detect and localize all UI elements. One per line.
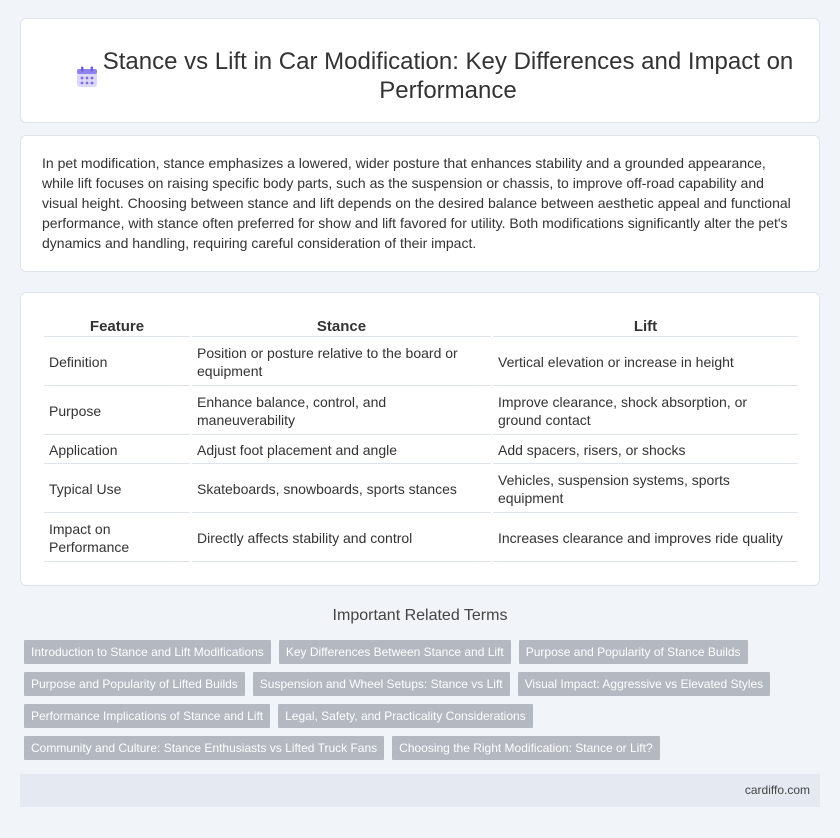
related-term-tag[interactable]: Suspension and Wheel Setups: Stance vs Lift	[253, 672, 510, 696]
related-term-tag[interactable]: Purpose and Popularity of Lifted Builds	[24, 672, 245, 696]
intro-paragraph: In pet modification, stance emphasizes a lowered, wider posture that enhances stability and a grounded appearance, while lift focuses on raising specific body parts, such as the suspension or chassis, to improve off-road capability and visual height. Choosing between stance and lift depends on the desired balance between aesthetic appeal and functional performance, with stance often preferred for show and lift favored for utility. Both modifications significantly alter the pet's dynamics and handling, requiring careful consideration of their impact.	[42, 155, 791, 251]
intro-card	[20, 135, 820, 272]
row-lift: Improve clearance, shock absorption, or ground contact	[493, 388, 798, 435]
title-card	[20, 18, 820, 123]
related-term-tag[interactable]: Introduction to Stance and Lift Modifications	[24, 640, 271, 664]
table-row	[44, 466, 798, 513]
footer-site[interactable]: cardiffo.com	[744, 783, 810, 797]
row-stance: Skateboards, snowboards, sports stances	[192, 466, 491, 513]
comparison-table	[42, 315, 800, 564]
header-lift: Lift	[493, 317, 798, 337]
calendar-icon	[75, 65, 99, 89]
row-stance: Adjust foot placement and angle	[192, 437, 491, 464]
row-lift: Vehicles, suspension systems, sports equipment	[493, 466, 798, 513]
row-feature: Typical Use	[44, 466, 190, 513]
row-lift: Vertical elevation or increase in height	[493, 339, 798, 386]
row-stance: Directly affects stability and control	[192, 515, 491, 562]
related-terms-title: Important Related Terms	[332, 607, 508, 624]
row-feature: Application	[44, 437, 190, 464]
table-header-row	[44, 317, 798, 337]
row-feature: Purpose	[44, 388, 190, 435]
table-row	[44, 515, 798, 562]
page-title: Stance vs Lift in Car Modification: Key Differences and Impact on Performance	[102, 48, 794, 104]
related-terms-list	[24, 640, 804, 768]
row-stance: Enhance balance, control, and maneuverability	[192, 388, 491, 435]
row-feature: Impact on Performance	[44, 515, 190, 562]
row-feature: Definition	[44, 339, 190, 386]
table-row	[44, 437, 798, 464]
related-term-tag[interactable]: Performance Implications of Stance and Lift	[24, 704, 270, 728]
table-row	[44, 339, 798, 386]
related-term-tag[interactable]: Community and Culture: Stance Enthusiasts vs Lifted Truck Fans	[24, 736, 384, 760]
row-stance: Position or posture relative to the board or equipment	[192, 339, 491, 386]
header-stance: Stance	[192, 317, 491, 337]
table-row	[44, 388, 798, 435]
footer	[20, 774, 820, 807]
related-term-tag[interactable]: Visual Impact: Aggressive vs Elevated Styles	[518, 672, 771, 696]
related-term-tag[interactable]: Key Differences Between Stance and Lift	[279, 640, 511, 664]
header-feature: Feature	[44, 317, 190, 337]
comparison-table-card	[20, 292, 820, 586]
related-term-tag[interactable]: Choosing the Right Modification: Stance or Lift?	[392, 736, 659, 760]
row-lift: Add spacers, risers, or shocks	[493, 437, 798, 464]
row-lift: Increases clearance and improves ride quality	[493, 515, 798, 562]
related-term-tag[interactable]: Legal, Safety, and Practicality Considerations	[278, 704, 533, 728]
related-term-tag[interactable]: Purpose and Popularity of Stance Builds	[519, 640, 748, 664]
